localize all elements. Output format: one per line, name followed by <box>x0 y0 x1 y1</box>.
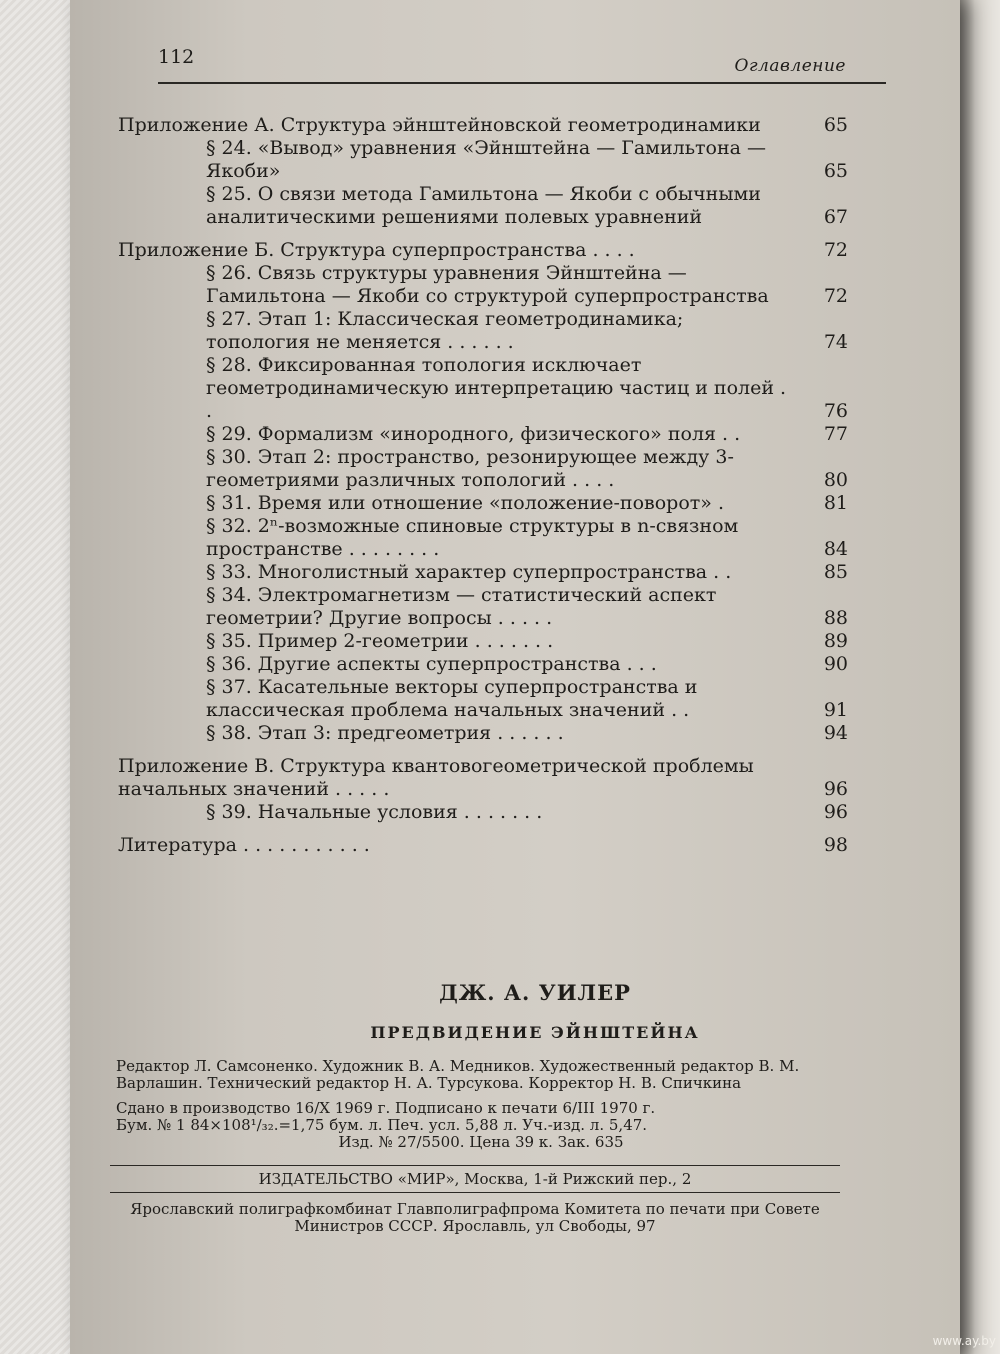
toc-entry-title: § 35. Пример 2-геометрии . . . . . . . <box>206 630 554 652</box>
print-info-2: Бум. № 1 84×108¹/₃₂.=1,75 бум. л. Печ. усл. 5,88 л. Уч.-изд. л. 5,47. <box>116 1116 648 1134</box>
toc-entry <box>118 722 848 745</box>
toc-entry <box>118 446 848 492</box>
toc-entry-title: § 38. Этап 3: предгеометрия . . . . . . <box>206 722 564 744</box>
toc-entry <box>118 492 848 515</box>
toc-entry-title: Литература . . . . . . . . . . . <box>118 834 370 856</box>
toc-entry-title: § 39. Начальные условия . . . . . . . <box>206 801 543 823</box>
toc-entry <box>118 262 848 308</box>
toc-entry-page: 94 <box>823 722 848 744</box>
page-number: 112 <box>158 46 195 68</box>
credits <box>116 1058 846 1151</box>
toc-entry-title: § 34. Электромагнетизм — статистический аспект геометрии? Другие вопросы . . . . . <box>206 584 717 629</box>
toc-entry-title: § 24. «Вывод» уравнения «Эйнштейна — Гамильтона — Якоби» <box>206 137 767 182</box>
toc-entry-page: 84 <box>823 538 848 560</box>
toc-entry-title: Приложение А. Структура эйнштейновской геометродинамики <box>118 114 761 136</box>
toc-entry-page: 98 <box>823 834 848 856</box>
toc-entry-page: 88 <box>823 607 848 629</box>
toc-entry <box>118 423 848 446</box>
publisher: ИЗДАТЕЛЬСТВО «МИР», Москва, 1-й Рижский пер., 2 <box>110 1165 840 1193</box>
toc-entry-title: Приложение В. Структура квантовогеометрической проблемы начальных значений . . . . . <box>118 755 754 800</box>
toc-entry-page: 89 <box>823 630 848 652</box>
printer-info: Ярославский полиграфкомбинат Главполиграфпрома Комитета по печати при Совете Министров СССР. Ярославль, ул Свободы, 97 <box>130 1200 820 1235</box>
toc-entry <box>118 653 848 676</box>
toc-entry-title: § 26. Связь структуры уравнения Эйнштейна — Гамильтона — Якоби со структурой суперпространства <box>206 262 769 307</box>
credits-staff: Редактор Л. Самсоненко. Художник В. А. Медников. Художественный редактор В. М. Варлашин. Технический редактор Н. А. Турсукова. Корректор Н. В. Спичкина <box>116 1057 800 1092</box>
toc-entry-page: 65 <box>823 160 848 182</box>
toc-entry <box>118 183 848 229</box>
page-header <box>158 42 886 84</box>
toc-entry <box>118 755 848 801</box>
toc-entry-title: § 30. Этап 2: пространство, резонирующее между 3-геометриями различных топологий . . . . <box>206 446 734 491</box>
toc-entry-title: § 33. Многолистный характер суперпространства . . <box>206 561 732 583</box>
toc-entry-title: § 27. Этап 1: Классическая геометродинамика; топология не меняется . . . . . . <box>206 308 684 353</box>
toc-entry-page: 85 <box>823 561 848 583</box>
toc-entry-title: § 36. Другие аспекты суперпространства . . . <box>206 653 657 675</box>
toc-entry-page: 72 <box>823 239 848 261</box>
toc-entry-page: 76 <box>823 400 848 422</box>
table-of-contents <box>118 104 848 857</box>
toc-entry-page: 96 <box>823 801 848 823</box>
toc-entry <box>118 561 848 584</box>
toc-entry-page: 72 <box>823 285 848 307</box>
toc-entry <box>118 630 848 653</box>
toc-entry-title: § 25. О связи метода Гамильтона — Якоби с обычными аналитическими решениями полевых уравнений <box>206 183 761 228</box>
running-title: Оглавление <box>734 56 846 76</box>
toc-entry <box>118 834 848 857</box>
toc-entry-title: § 29. Формализм «инородного, физического» поля . . <box>206 423 741 445</box>
print-info-3: Изд. № 27/5500. Цена 39 к. Зак. 635 <box>338 1133 624 1151</box>
toc-entry-title: § 31. Время или отношение «положение-поворот» . <box>206 492 724 514</box>
toc-entry-page: 80 <box>823 469 848 491</box>
toc-entry-page: 90 <box>823 653 848 675</box>
toc-entry-page: 96 <box>823 778 848 800</box>
author-name: ДЖ. А. УИЛЕР <box>439 980 631 1005</box>
toc-entry-title: Приложение Б. Структура суперпространства . . . . <box>118 239 635 261</box>
toc-entry <box>118 515 848 561</box>
book-title: ПРЕДВИДЕНИЕ ЭЙНШТЕЙНА <box>370 1023 700 1042</box>
toc-entry-page: 67 <box>823 206 848 228</box>
toc-entry <box>118 239 848 262</box>
toc-entry-title: § 28. Фиксированная топология исключает геометродинамическую интерпретацию частиц и полей . . <box>206 354 787 422</box>
imprint <box>70 980 960 1235</box>
toc-entry-page: 77 <box>823 423 848 445</box>
book-page <box>70 0 960 1354</box>
toc-entry <box>118 137 848 183</box>
toc-entry <box>118 308 848 354</box>
toc-entry <box>118 114 848 137</box>
toc-entry-page: 81 <box>823 492 848 514</box>
toc-entry <box>118 354 848 423</box>
toc-entry-title: § 37. Касательные векторы суперпространства и классическая проблема начальных значений . . <box>206 676 698 721</box>
toc-entry-page: 74 <box>823 331 848 353</box>
toc-entry <box>118 676 848 722</box>
toc-entry <box>118 584 848 630</box>
print-info-1: Сдано в производство 16/X 1969 г. Подписано к печати 6/III 1970 г. <box>116 1099 656 1117</box>
adjacent-page-edge <box>958 0 1000 1354</box>
watermark: www.ay.by <box>932 1334 996 1348</box>
toc-entry <box>118 801 848 824</box>
toc-entry-title: § 32. 2ⁿ-возможные спиновые структуры в n-связном пространстве . . . . . . . . <box>206 515 739 560</box>
toc-entry-page: 91 <box>823 699 848 721</box>
toc-entry-page: 65 <box>823 114 848 136</box>
